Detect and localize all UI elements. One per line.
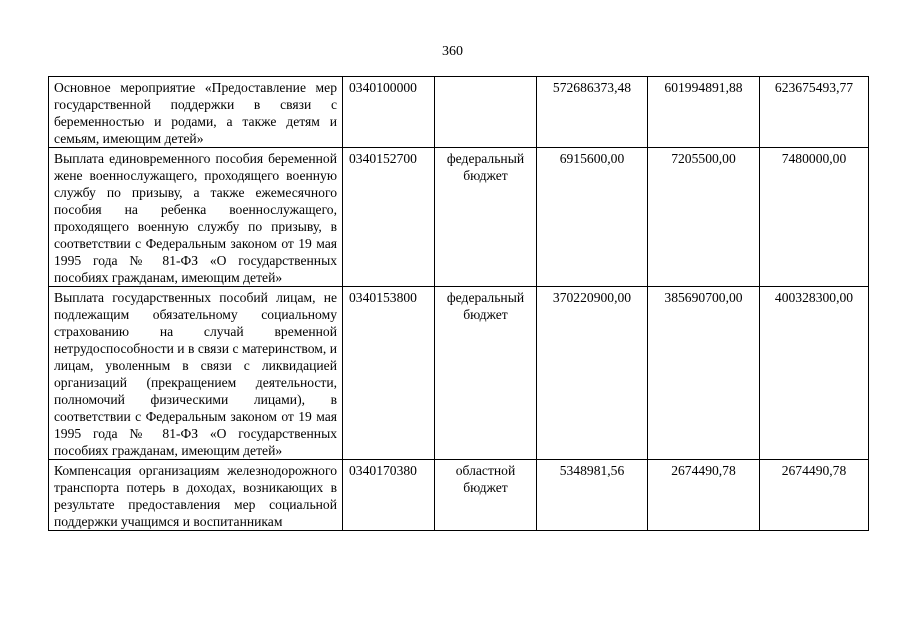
table-row <box>49 287 869 460</box>
row-amount-3: 623675493,77 <box>760 77 869 148</box>
table-row <box>49 460 869 531</box>
table-row <box>49 148 869 287</box>
row-code: 0340100000 <box>343 77 435 148</box>
row-amount-1: 6915600,00 <box>537 148 648 287</box>
row-code: 0340152700 <box>343 148 435 287</box>
row-amount-3: 2674490,78 <box>760 460 869 531</box>
row-description: Основное мероприятие «Предоставление мер государственной поддержки в связи с беременностью и родами, а также детям и семьям, имеющим детей» <box>49 77 343 148</box>
row-amount-3: 7480000,00 <box>760 148 869 287</box>
row-amount-2: 385690700,00 <box>648 287 760 460</box>
row-description: Компенсация организациям железнодорожного транспорта потерь в доходах, возникающих в результате предоставления мер социальной поддержки учащимся и воспитанникам <box>49 460 343 531</box>
page-number: 360 <box>442 44 463 59</box>
row-amount-2: 2674490,78 <box>648 460 760 531</box>
row-funding-source <box>435 77 537 148</box>
row-amount-1: 370220900,00 <box>537 287 648 460</box>
row-funding-source: федеральный бюджет <box>435 287 537 460</box>
row-description: Выплата государственных пособий лицам, не подлежащим обязательному социальному страхованию на случай временной нетрудоспособности и в связи с материнством, и лицам, уволенным в связи с ликвидацией организаций (прекращением деятельности, полномочий физическими лицами), в соответствии с Федеральным законом от 19 мая 1995 года № 81-ФЗ «О государственных пособиях гражданам, имеющим детей» <box>49 287 343 460</box>
row-code: 0340170380 <box>343 460 435 531</box>
budget-table <box>48 76 869 531</box>
table-row <box>49 77 869 148</box>
row-description: Выплата единовременного пособия беременной жене военнослужащего, проходящего военную службу по призыву, а также ежемесячного пособия на ребенка военнослужащего, проходящего военную службу по призыву, в соответствии с Федеральным законом от 19 мая 1995 года № 81-ФЗ «О государственных пособиях гражданам, имеющим детей» <box>49 148 343 287</box>
row-code: 0340153800 <box>343 287 435 460</box>
row-amount-3: 400328300,00 <box>760 287 869 460</box>
row-amount-1: 572686373,48 <box>537 77 648 148</box>
row-funding-source: областной бюджет <box>435 460 537 531</box>
row-amount-2: 7205500,00 <box>648 148 760 287</box>
row-amount-2: 601994891,88 <box>648 77 760 148</box>
row-funding-source: федеральный бюджет <box>435 148 537 287</box>
row-amount-1: 5348981,56 <box>537 460 648 531</box>
